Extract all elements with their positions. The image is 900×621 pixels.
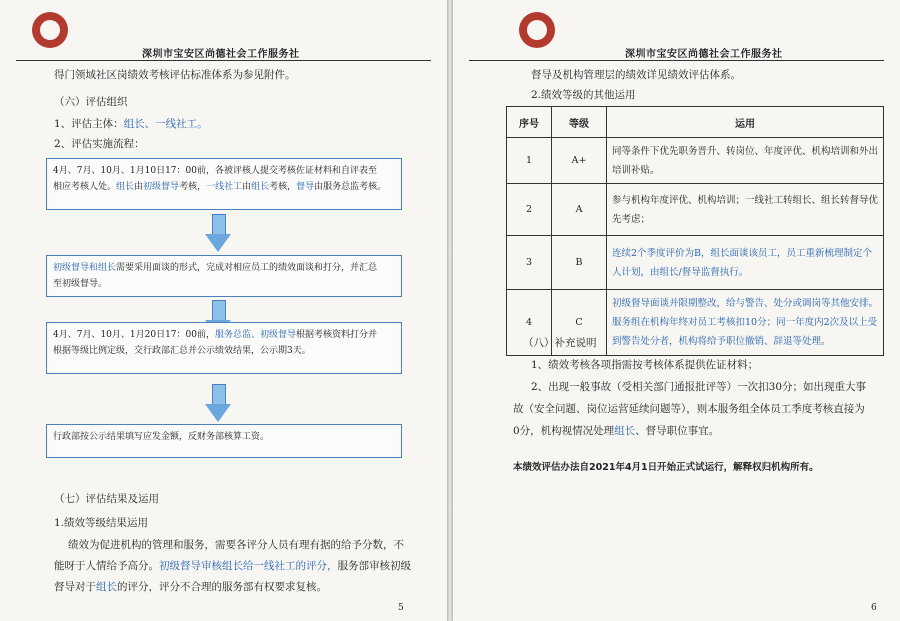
section-title: （七）评估结果及运用 <box>54 493 159 505</box>
table-header-row <box>507 107 884 138</box>
grade-usage-table <box>506 106 884 356</box>
text-line: 1、绩效考核各项指需按考核体系提供佐证材料； <box>531 359 759 371</box>
text-line: 故（安全问题、岗位运营延续问题等），则本服务组全体员工季度考核直接为 <box>513 403 865 415</box>
table-row <box>507 236 884 290</box>
text-line: 1、评估主体：组长、一线社工。 <box>54 118 208 130</box>
header-rule <box>469 60 884 61</box>
col-header: 序号 <box>507 107 552 138</box>
text-line: 得门领域社区岗绩效考核评估标准体系为参见附件。 <box>54 69 296 81</box>
flow-arrow-down-icon <box>205 214 231 252</box>
text-line: 2、出现一般事故（受相关部门通报批评等）一次扣30分；如出现重大事 <box>531 381 867 393</box>
text-line: 绩效为促进机构的管理和服务，需要各评分人员有理有据的给予分数，不 <box>68 539 404 551</box>
flow-step-1: 4月、7月、10月、1月10日17：00前，各被评核人提交考核佐证材料和自评表至 相应考核人处。组长由初级督导考核，一线社工由组长考核，督导由服务总监考核。 <box>46 158 402 210</box>
table-row <box>507 184 884 236</box>
cell-grade: B <box>552 236 607 290</box>
col-header: 运用 <box>607 107 884 138</box>
org-logo-seal <box>519 12 555 48</box>
flow-step-3: 4月、7月、10月、1月20日17：00前，服务总监、初级督导根据考核资料打分并 根据等级比例定级，交行政部汇总并公示绩效结果，公示期3天。 <box>46 322 402 374</box>
cell-usage: 连续2个季度评价为B，组长面谈该员工，员工重新梳理制定个人计划，由组长/督导监督执行。 <box>607 236 884 290</box>
col-header: 等级 <box>552 107 607 138</box>
section-title: （六）评估组织 <box>54 96 128 108</box>
cell-grade: C <box>552 290 607 356</box>
subsection-title: 1.绩效等级结果运用 <box>54 517 149 529</box>
page-number: 5 <box>398 603 404 613</box>
flow-arrow-down-icon <box>205 384 231 422</box>
cell-no: 4 <box>507 290 552 356</box>
header-rule <box>16 60 431 61</box>
page-right <box>453 0 900 621</box>
flow-step-2: 初级督导和组长需要采用面谈的形式，完成对相应员工的绩效面谈和打分，并汇总 至初级督导。 <box>46 255 402 297</box>
cell-usage: 初级督导面谈并限期整改，给与警告、处分或调岗等其他安排。服务组在机构年终对员工考核扣10分；同一年度内2次及以上受到警告处分者，机构将给予职位撤销、辞退等处理。 <box>607 290 884 356</box>
cell-usage: 参与机构年度评优、机构培训；一线社工转组长、组长转督导优先考虑； <box>607 184 884 236</box>
page-number: 6 <box>871 603 877 613</box>
cell-no: 2 <box>507 184 552 236</box>
subsection-title: 2.绩效等级的其他运用 <box>531 89 636 101</box>
cell-no: 3 <box>507 236 552 290</box>
flow-step-4: 行政部按公示结果填写应发金额，反财务部核算工资。 <box>46 424 402 458</box>
org-header: 深圳市宝安区尚德社会工作服务社 <box>625 49 783 60</box>
text-line: 能呀于人情给予高分。初级督导审核组长给一线社工的评分，服务部审核初级 <box>54 560 411 572</box>
text-line: 0分，机构视情况处理组长、督导职位事宜。 <box>513 425 720 437</box>
cell-grade: A <box>552 184 607 236</box>
org-logo-seal <box>32 12 68 48</box>
org-header: 深圳市宝安区尚德社会工作服务社 <box>142 49 300 60</box>
page-left <box>0 0 447 621</box>
text-line: 督导对于组长的评分，评分不合理的服务部有权要求复核。 <box>54 581 327 593</box>
section-title: （八）补充说明 <box>523 337 597 349</box>
table-row <box>507 138 884 184</box>
closing-statement: 本绩效评估办法自2021年4月1日开始正式试运行，解释权归机构所有。 <box>513 462 819 473</box>
cell-usage: 同等条件下优先职务晋升、转岗位、年度评优、机构培训和外出培训补贴。 <box>607 138 884 184</box>
text-line: 2、评估实施流程： <box>54 138 145 150</box>
cell-grade: A+ <box>552 138 607 184</box>
cell-no: 1 <box>507 138 552 184</box>
text-line: 督导及机构管理层的绩效详见绩效评估体系。 <box>531 69 741 81</box>
